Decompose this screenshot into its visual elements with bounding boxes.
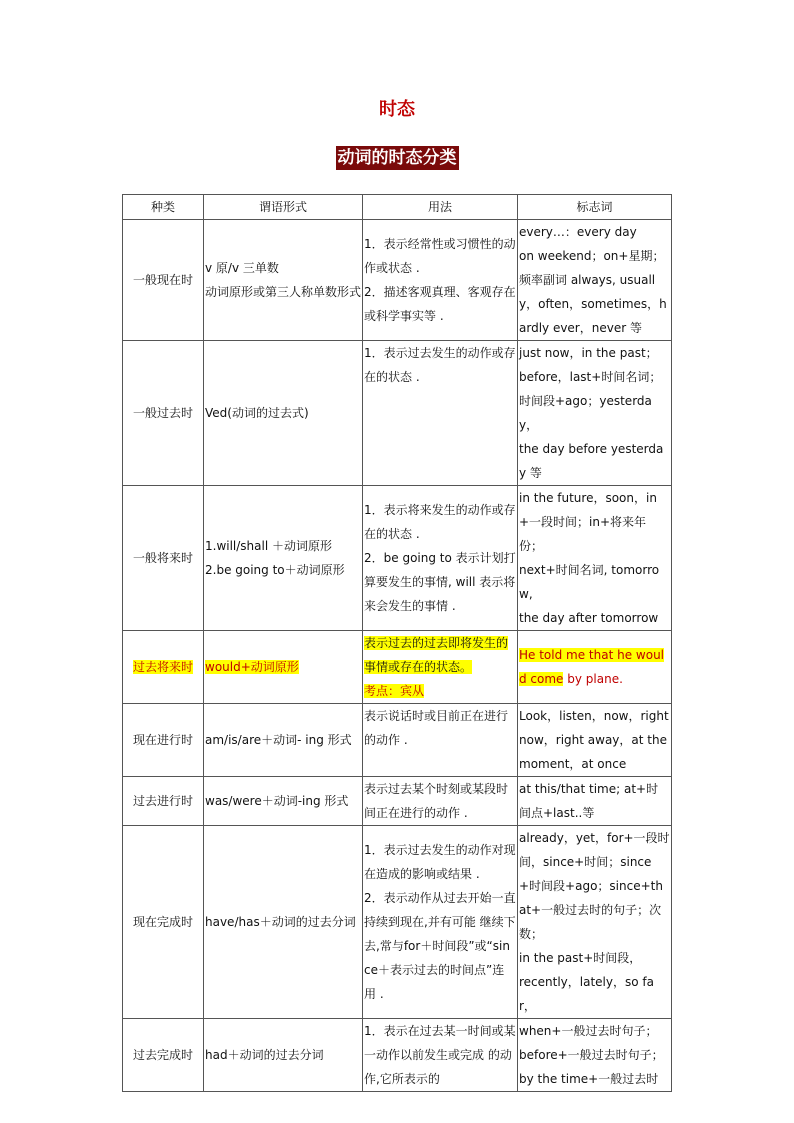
- highlight-text: 过去将来时: [132, 660, 193, 674]
- cell-form: had＋动词的过去分词: [204, 1019, 363, 1092]
- form-line: 2.be going to＋动词原形: [205, 563, 345, 577]
- highlight-text: He told me that he would come: [519, 648, 665, 686]
- cell-kind: 一般现在时: [123, 220, 204, 341]
- cell-usage: [363, 631, 518, 704]
- usage-line: 1．表示将来发生的动作或存在的状态 .: [364, 503, 516, 541]
- cell-markers: [518, 631, 672, 704]
- section-heading: 动词的时态分类: [337, 148, 457, 168]
- header-kind: 种类: [123, 195, 204, 220]
- form-line: 动词原形或第三人称单数形式: [205, 285, 362, 299]
- cell-kind: 一般过去时: [123, 341, 204, 486]
- cell-markers: Look，listen，now，right now，right away，at the moment，at once: [518, 704, 672, 777]
- marker-line: in the future，soon，in+一段时间；in+将来年份；: [519, 491, 657, 553]
- table-row: [123, 777, 672, 826]
- cell-form: have/has＋动词的过去分词: [204, 826, 363, 1019]
- header-form: 谓语形式: [204, 195, 363, 220]
- exam-point: 考点：宾从: [364, 684, 425, 698]
- marker-line: the day before yesterday 等: [519, 442, 664, 480]
- cell-markers: at this/that time; at+时间点+last..等: [518, 777, 672, 826]
- header-markers: 标志词: [518, 195, 672, 220]
- table-row: [123, 704, 672, 777]
- cell-kind: 过去完成时: [123, 1019, 204, 1092]
- cell-kind: 现在进行时: [123, 704, 204, 777]
- form-line: Ved(动词的过去式): [205, 406, 309, 420]
- marker-line: before，last+时间名词；: [519, 370, 662, 384]
- marker-line: in the past+时间段，: [519, 951, 642, 965]
- marker-line: on weekend；on+星期；: [519, 249, 665, 263]
- usage-line: 1．表示经常性或习惯性的动作或状态 .: [364, 237, 516, 275]
- example-tail: by plane.: [563, 672, 623, 686]
- table-row: [123, 1019, 672, 1092]
- usage-line: 2．表示动作从过去开始一直持续到现在,并有可能 继续下去,常与for＋时间段”或“since＋表示过去的时间点”连用 .: [364, 891, 516, 1001]
- cell-form: am/is/are＋动词- ing 形式: [204, 704, 363, 777]
- usage-line: 2．描述客观真理、客观存在或科学事实等 .: [364, 285, 516, 323]
- marker-line: next+时间名词, tomorrow,: [519, 563, 660, 601]
- form-line: v 原/v 三单数: [205, 261, 279, 275]
- cell-markers: [518, 220, 672, 341]
- table-row: [123, 220, 672, 341]
- cell-usage: 表示过去某个时刻或某段时间正在进行的动作 .: [363, 777, 518, 826]
- cell-form: [204, 220, 363, 341]
- table-row: [123, 341, 672, 486]
- cell-markers: [518, 486, 672, 631]
- marker-line: every…：every day: [519, 225, 637, 239]
- marker-line: 频率副词 always, usually，often，sometimes，hardly ever，never 等: [519, 273, 667, 335]
- cell-usage: [363, 341, 518, 486]
- table-row: [123, 826, 672, 1019]
- tense-table: [122, 194, 672, 1092]
- cell-usage: 1．表示在过去某一时间或某一动作以前发生或完成 的动作,它所表示的: [363, 1019, 518, 1092]
- cell-markers: [518, 341, 672, 486]
- cell-usage: [363, 826, 518, 1019]
- cell-kind: 过去进行时: [123, 777, 204, 826]
- marker-line: the day after tomorrow: [519, 611, 659, 625]
- usage-line: 2．be going to 表示计划打算要发生的事情, will 表示将来会发生的事情 .: [364, 551, 516, 613]
- usage-line: 1．表示过去发生的动作对现在造成的影响或结果 .: [364, 843, 516, 881]
- marker-line: before+一般过去时句子；: [519, 1048, 664, 1062]
- subtitle-wrap: [0, 146, 794, 170]
- cell-markers: [518, 1019, 672, 1092]
- usage-line: 1．表示过去发生的动作或存在的状态 .: [364, 346, 516, 384]
- marker-line: by the time+一般过去时: [519, 1072, 659, 1086]
- highlight-text: 表示过去的过去即将发生的事情或存在的状态。: [364, 636, 509, 674]
- cell-usage: [363, 486, 518, 631]
- header-usage: 用法: [363, 195, 518, 220]
- marker-line: when+一般过去时句子；: [519, 1024, 658, 1038]
- cell-usage: 表示说话时或目前正在进行的动作 .: [363, 704, 518, 777]
- cell-form: [204, 341, 363, 486]
- cell-kind: 一般将来时: [123, 486, 204, 631]
- table-row: [123, 631, 672, 704]
- table-header-row: [123, 195, 672, 220]
- table-row: [123, 486, 672, 631]
- marker-line: 时间段+ago；yesterday，: [519, 394, 652, 432]
- cell-markers: [518, 826, 672, 1019]
- marker-line: just now，in the past；: [519, 346, 658, 360]
- marker-line: recently，lately，so far，: [519, 975, 654, 1013]
- cell-kind: [123, 631, 204, 704]
- highlight-text: would+动词原形: [205, 660, 299, 674]
- cell-kind: 现在完成时: [123, 826, 204, 1019]
- cell-form: [204, 486, 363, 631]
- cell-usage: [363, 220, 518, 341]
- form-line: 1.will/shall ＋动词原形: [205, 539, 333, 553]
- cell-form: [204, 631, 363, 704]
- cell-form: was/were＋动词-ing 形式: [204, 777, 363, 826]
- page-title: 时态: [379, 99, 415, 120]
- marker-line: already，yet，for+一段时间，since+时间；since+时间段+ago；since+that+一般过去时的句子；次数；: [519, 831, 670, 941]
